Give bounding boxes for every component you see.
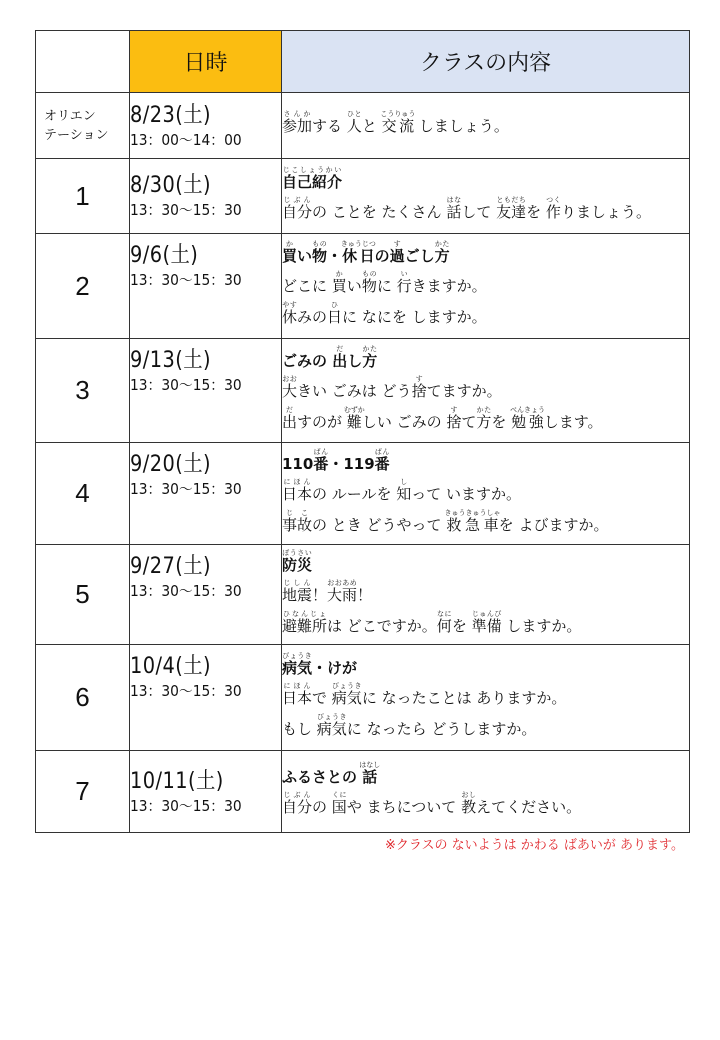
content-title: ふるさとの 話はなし [282,761,381,786]
content-line: 休やすみの日ひに なにを しますか。 [282,301,487,326]
content-line: もし 病気びょうきに なったら どうしますか。 [282,712,537,738]
class-date: 10/11(土) [130,768,224,794]
content-line: 出だすのが 難むずかしい ごみの 捨すて方かたを 勉強べんきょうします。 [282,405,603,431]
class-date: 9/6(土) [130,243,199,268]
table-row [36,443,690,545]
content-line: どこに 買かい物ものに 行いきますか。 [282,270,487,295]
date-cell [130,339,282,443]
session-number: 2 [36,234,130,339]
content-line: 日本にほんの ルールを 知しって いますか。 [282,477,522,503]
date-cell [130,93,282,159]
class-date: 8/30(土) [130,173,212,198]
content-cell [282,751,690,833]
class-time: 13：30～15：30 [130,796,242,815]
table-row [36,751,690,833]
content-line: 大おおきい ごみは どう捨すてますか。 [282,374,502,400]
class-time: 13：30～15：30 [130,480,242,498]
content-title: 防災ぼうさい [282,548,313,574]
content-cell [282,339,690,443]
date-cell [130,645,282,751]
table-row [36,545,690,645]
content-column-header: クラスの内容 [282,31,690,93]
date-cell [130,443,282,545]
session-number: 7 [36,751,130,833]
content-cell [282,93,690,159]
session-number: 6 [36,645,130,751]
content-line: 日本にほんで 病気びょうきに なったことは ありますか。 [282,681,567,707]
content-cell [282,443,690,545]
content-cell [282,234,690,339]
class-schedule-table [35,30,690,833]
table-row [36,159,690,234]
class-date: 9/13(土) [130,348,212,373]
header-blank-cell [36,31,130,93]
class-time: 13：30～15：30 [130,201,242,219]
session-number: 1 [36,159,130,234]
table-row [36,93,690,159]
session-number: 4 [36,443,130,545]
session-label: オリエン [44,108,96,124]
content-line: 自分じぶんの ことを たくさん 話はなして 友達ともだちを 作つくりましょう。 [282,195,651,221]
date-cell [130,159,282,234]
class-time: 13：30～15：30 [130,582,242,600]
content-cell [282,545,690,645]
header-row [36,31,690,93]
content-title: 自己紹介じこしょうかい [282,165,343,191]
date-column-header: 日時 [130,31,282,93]
content-title: ごみの 出だし方かた [282,344,378,370]
class-date: 10/4(土) [130,654,212,679]
date-cell [130,545,282,645]
content-cell [282,159,690,234]
session-number-cell [36,93,130,159]
content-title: 病気びょうき・けが [282,651,358,677]
schedule-change-note: ※クラスの ないようは かわる ばあいが あります。 [385,838,684,853]
session-label: テーション [44,127,109,143]
content-line: 自分じぶんの 国くにや まちについて 教おしえてください。 [282,791,582,816]
content-cell [282,645,690,751]
table-row [36,339,690,443]
content-line: 参加さんかする 人ひとと 交流こうりゅう しましょう。 [282,110,509,135]
class-date: 9/27(土) [130,554,212,579]
content-title: 買かい物もの・休日きゅうじつの過すごし方かた [282,240,450,265]
content-line: 地震じしん！大雨おおあめ！ [282,578,373,604]
class-date: 8/23(土) [130,102,212,128]
class-time: 13：30～15：30 [130,682,242,700]
date-cell [130,751,282,833]
table-row [36,234,690,339]
table-row [36,645,690,751]
date-cell [130,234,282,339]
class-date: 9/20(土) [130,452,212,477]
class-time: 13：30～15：30 [130,376,242,394]
content-line: 避難所ひなんじょは どこですか。何なにを 準備じゅんび しますか。 [282,609,582,635]
session-number: 3 [36,339,130,443]
class-time: 13：30～15：30 [130,271,242,289]
content-line: 事故じこの とき どうやって 救急車きゅうきゅうしゃを よびますか。 [282,508,609,534]
class-time: 13：00～14：00 [130,130,242,149]
session-number: 5 [36,545,130,645]
content-title: 110番ばん・119番ばん [282,447,390,473]
